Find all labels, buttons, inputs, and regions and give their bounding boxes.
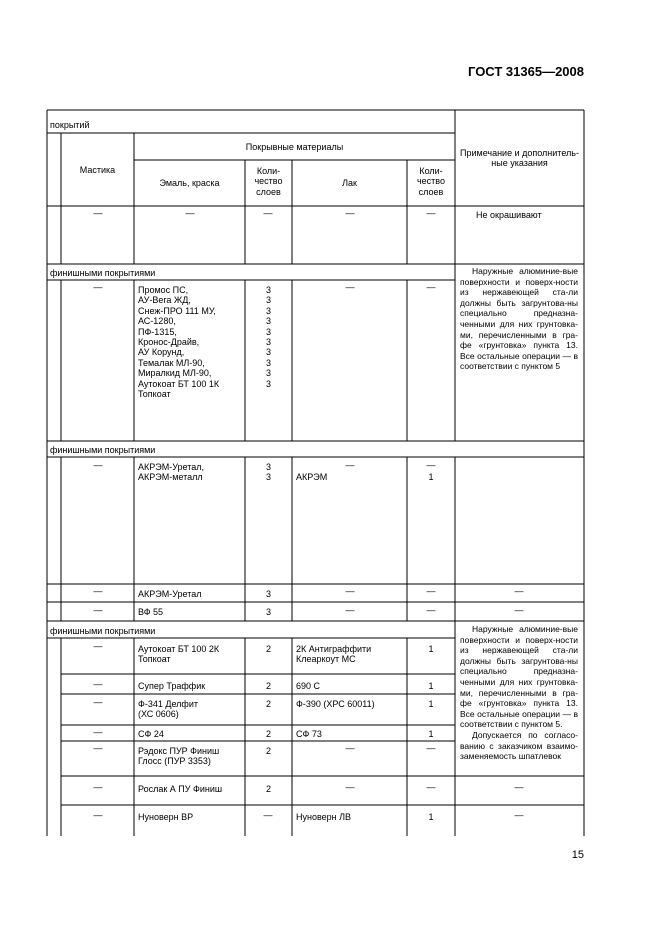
s2-row2-note: —: [514, 586, 524, 596]
s3-row1-enamel: Аутокоат БТ 100 2К Топкоат: [138, 644, 220, 665]
s3-row3-lacquer-layers: 1: [428, 699, 434, 709]
s1-lacquer: —: [345, 282, 355, 292]
header-notes: Примечание и дополнитель- ные указания: [460, 148, 579, 169]
s3-row5-enamel: Рэдокс ПУР Финиш Глосс (ПУР 3353): [138, 746, 220, 767]
s3-row2-layers: 2: [265, 681, 271, 691]
s2-lacquer-layers-dash: —: [426, 460, 436, 470]
s3-row6-lacquer-layers: —: [426, 782, 436, 792]
section3-label: финишными покрытиями: [50, 626, 156, 636]
s2-row3-lacquer: —: [345, 605, 355, 615]
s3-row3-layers: 2: [265, 699, 271, 709]
s1-note: Наружные алюминие-вые поверхности и поверх-ности из нержавеющей ста-ли должны быть загрунтова-ны специально предназна-ченными для них грунтовка-ми, перечисленными в гра-фе «грунтовка» пункта 13. Все остальные операции — в соответствии с пунктом 5: [460, 266, 578, 372]
s3-row4-lacquer: СФ 73: [296, 729, 322, 739]
header-layers-enamel: Коли- чество слоев: [254, 166, 283, 197]
header-layers-lacquer: Коли- чество слоев: [416, 166, 445, 197]
header-lacquer: Лак: [342, 178, 357, 188]
s3-row7-enamel: Нуноверн ВР: [138, 812, 194, 822]
s3-row5-lacquer-layers: —: [426, 743, 436, 753]
s2-row3-enamel: ВФ 55: [138, 607, 164, 617]
section1-label: финишными покрытиями: [50, 268, 156, 278]
header-enamel: Эмаль, краска: [159, 178, 220, 188]
s2-lacquer-dash: —: [345, 460, 355, 470]
s3-row3-lacquer: Ф-390 (ХРС 60011): [296, 699, 375, 709]
s3-row4-layers: 2: [265, 729, 271, 739]
s3-row7-layers: —: [263, 810, 273, 820]
s2-row2-enamel: АКРЭМ-Уретал: [138, 589, 202, 599]
row0-layers: —: [263, 208, 273, 218]
s3-row2-enamel: Супер Траффик: [138, 681, 206, 691]
s2-row3-lacquer-layers: —: [426, 605, 436, 615]
s1-layers: 3 3 3 3 3 3 3 3 3 3: [265, 285, 271, 389]
row0-mastic: —: [93, 208, 103, 218]
page-number: 15: [571, 849, 584, 861]
s3-row3-mastic: —: [93, 697, 103, 707]
s3-row6-note: —: [514, 782, 524, 792]
s3-row4-lacquer-layers: 1: [428, 729, 434, 739]
header-coatings: покрытий: [50, 120, 90, 130]
row0-note: Не окрашивают: [476, 210, 542, 220]
s3-row7-note: —: [514, 810, 524, 820]
s3-row2-lacquer: 690 С: [296, 681, 321, 691]
s2-row2-mastic: —: [93, 586, 103, 596]
s3-row6-layers: 2: [265, 784, 271, 794]
s3-row4-mastic: —: [93, 727, 103, 737]
s2-mastic: —: [93, 460, 103, 470]
s3-row6-enamel: Рослак А ПУ Финиш: [138, 784, 223, 794]
s2-row3-mastic: —: [93, 605, 103, 615]
s3-row1-mastic: —: [93, 641, 103, 651]
s1-lacquer-layers: —: [426, 282, 436, 292]
section2-label: финишными покрытиями: [50, 445, 156, 455]
header-mastic: Мастика: [79, 165, 116, 175]
s3-row5-layers: 2: [265, 746, 271, 756]
header-top-materials: Покрывные материалы: [245, 142, 344, 152]
s3-row1-lacquer: 2К Антиграффити Клеаркоут МС: [296, 644, 372, 665]
s3-row5-lacquer: —: [345, 743, 355, 753]
s2-row2-layers: 3: [265, 589, 271, 599]
s3-row7-lacquer-layers: 1: [428, 812, 434, 822]
s3-row4-enamel: СФ 24: [138, 729, 164, 739]
s1-mastic: —: [93, 282, 103, 292]
s3-row7-lacquer: Нуноверн ЛВ: [296, 812, 352, 822]
s2-row2-lacquer-layers: —: [426, 586, 436, 596]
s3-row2-mastic: —: [93, 679, 103, 689]
row0-enamel: —: [185, 208, 195, 218]
s3-row1-lacquer-layers: 1: [428, 644, 434, 654]
s2-layers: 3 3: [265, 462, 271, 483]
s3-row1-layers: 2: [265, 644, 271, 654]
s2-lacquer-layers: 1: [428, 472, 434, 482]
s3-note: Наружные алюминие-вые поверхности и поверх-ности из нержавеющей ста-ли должны быть загрунтова-ны специально предназна-ченными для них грунтовка-ми, перечисленными в гра-фе «грунтовка» пункта 13. Все остальные операции — в соответствии с пунктом 5. Допускается по согласо-ванию с заказчиком взаимо-заменяемость шпатлевок: [460, 624, 578, 762]
row0-lacquer-layers: —: [426, 208, 436, 218]
s3-row6-lacquer: —: [345, 782, 355, 792]
s3-row7-mastic: —: [93, 810, 103, 820]
s3-row2-lacquer-layers: 1: [428, 681, 434, 691]
s2-row3-note: —: [514, 605, 524, 615]
s3-row6-mastic: —: [93, 782, 103, 792]
s2-enamels: АКРЭМ-Уретал, АКРЭМ-металл: [138, 462, 205, 483]
s1-enamels: Промос ПС, АУ-Вега ЖД, Снеж-ПРО 111 МУ, АС-1280, ПФ-1315, Кронос-Драйв, АУ Корунд, Темалак МЛ-90, Миралкид МЛ-90, Аутокоат БТ 100 1К Топкоат: [138, 285, 220, 400]
standard-number: ГОСТ 31365—2008: [468, 64, 584, 79]
row0-lacquer: —: [345, 208, 355, 218]
s2-lacquer: АКРЭМ: [296, 472, 328, 482]
s3-row5-mastic: —: [93, 743, 103, 753]
s2-row2-lacquer: —: [345, 586, 355, 596]
s3-row3-enamel: Ф-341 Делфит (ХС 0606): [138, 699, 198, 720]
s2-row3-layers: 3: [265, 607, 271, 617]
